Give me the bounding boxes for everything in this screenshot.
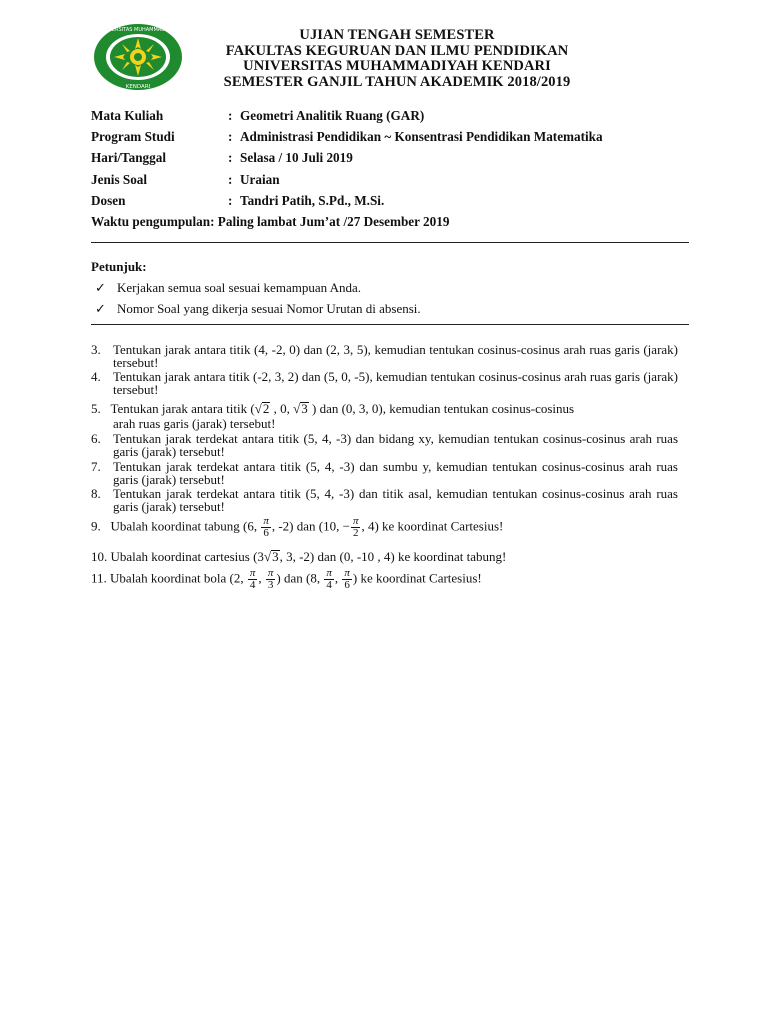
fraction: $\frac{\pi}{6}$	[263, 515, 269, 539]
question-text: Tentukan jarak terdekat antara titik (5, 4, -3) dan sumbu y, kemudian tentukan cosinus-cosinus arah ruas garis (jarak) tersebut!	[113, 459, 678, 487]
divider-top	[91, 242, 689, 243]
header-university: UNIVERSITAS MUHAMMADIYAH KENDARI	[243, 58, 551, 74]
question-5: 5. Tentukan jarak antara titik (√2 , 0, √3 ) dan (0, 3, 0), kemudian tentukan cosinus-cosinus	[91, 401, 575, 416]
sqrt-expression: √3	[293, 401, 308, 416]
divider-bottom	[91, 324, 689, 325]
sqrt-expression: √3	[263, 549, 279, 564]
question-9: 9. Ubalah koordinat tabung (6, $\frac{\pi}{6}$ , -2) dan (10, − $\frac{\pi}{2}$ , 4) ke koordinat Cartesius!	[91, 515, 504, 539]
info-waktu-pengumpulan: Waktu pengumpulan: Paling lambat Jum’at /27 Desember 2019	[91, 214, 450, 229]
question-text: Tentukan jarak terdekat antara titik (5, 4, -3) dan bidang xy, kemudian tentukan cosinus-cosinus arah ruas garis (jarak) tersebut!	[113, 431, 678, 459]
fraction: $\frac{\pi}{4}$	[326, 567, 332, 591]
question-text: Tentukan jarak antara titik (4, -2, 0) dan (2, 3, 5), kemudian tentukan cosinus-cosinus arah ruas garis (jarak) tersebut!	[113, 342, 678, 370]
petunjuk-title: Petunjuk:	[91, 259, 147, 274]
document-header	[190, 28, 604, 90]
sqrt-expression: √2	[254, 401, 270, 416]
question-11: 11. Ubalah koordinat bola (2, $\frac{\pi}{4}$ , $\frac{\pi}{3}$ ) dan (8, $\frac{\pi}{4}$ , $\frac{\pi}{6}$ ) ke koordinat Cartesius!	[91, 567, 482, 591]
question-10: 10. Ubalah koordinat cartesius (3√3, 3, -2) dan (0, -10 , 4) ke koordinat tabung!	[91, 549, 507, 564]
fraction: $\frac{\pi}{3}$	[267, 567, 274, 591]
header-semester: SEMESTER GANJIL TAHUN AKADEMIK 2018/2019	[223, 73, 571, 90]
petunjuk-item: ✓ Nomor Soal yang dikerja sesuai Nomor Urutan di absensi.	[95, 301, 421, 316]
fraction: $\frac{\pi}{2}$	[352, 515, 359, 539]
check-icon: ✓	[95, 301, 106, 316]
logo-city-text: KENDARI	[125, 84, 151, 90]
petunjuk-item: ✓ Kerjakan semua soal sesuai kemampuan Anda.	[95, 280, 362, 295]
fraction: $\frac{\pi}{6}$	[344, 567, 350, 591]
logo-ring-text: UNIVERSITAS MUHAMMADIYAH	[99, 27, 177, 33]
check-icon: ✓	[95, 280, 106, 295]
header-title: UJIAN TENGAH SEMESTER	[299, 27, 495, 43]
university-logo	[92, 22, 184, 92]
question-text: Tentukan jarak antara titik (-2, 3, 2) dan (5, 0, -5), kemudian tentukan cosinus-cosinus arah ruas garis (jarak) tersebut!	[113, 369, 678, 397]
question-5-line2: arah ruas garis (jarak) tersebut!	[113, 416, 276, 431]
fraction: $\frac{\pi}{4}$	[249, 567, 256, 591]
header-faculty: FAKULTAS KEGURUAN DAN ILMU PENDIDIKAN	[225, 42, 569, 59]
question-text: Tentukan jarak terdekat antara titik (5, 4, -3) dan titik asal, kemudian tentukan cosinus-cosinus arah ruas garis (jarak) tersebut!	[113, 486, 678, 514]
